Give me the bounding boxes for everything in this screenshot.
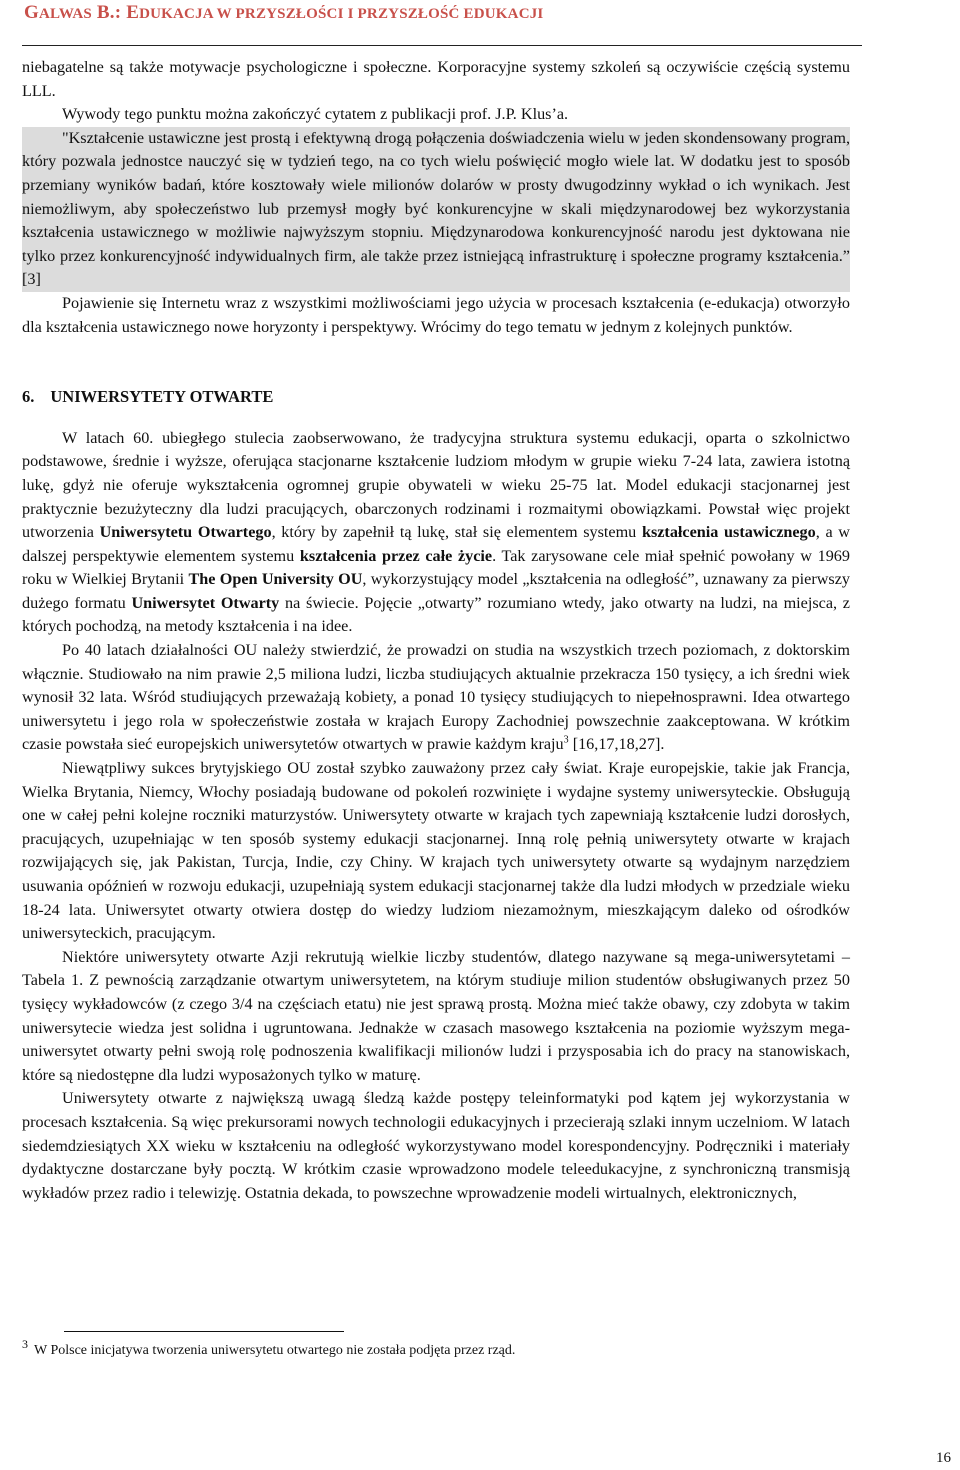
section-heading [22, 385, 850, 409]
header-author-initial: G [24, 2, 39, 23]
page-number: 16 [936, 1450, 951, 1466]
footnote-rule [64, 1331, 344, 1332]
text-run: Po 40 latach działalności OU należy stwierdzić, że prowadzi on studia na wszystkich trzech poziomach, z doktorskim włącznie. Studiowało na nim prawie 2,5 miliona ludzi, liczba studiujących aktualnie przekracza 150 tysięcy, a ich średni wiek wynosił 32 lata. Wśród studiujących przeważają kobiety, a ponad 10 tysięcy studiujących to niepełnosprawni. Idea otwartego uniwersytetu i jego rola w społeczeństwie została w krajach Europy Zachodniej powszechnie zaakceptowana. W krótkim czasie powstała sieć europejskich uniwersytetów otwartych w prawie każdym kraju [22, 641, 850, 754]
bold-run: kształcenia przez całe życie [299, 546, 493, 565]
paragraph-1: niebagatelne są także motywacje psychologiczne i społeczne. Korporacyjne systemy szkoleń są oczywiście częścią systemu LLL. [22, 58, 850, 100]
body-paragraph-1 [22, 427, 850, 639]
page-content [22, 56, 850, 1205]
bold-run: The Open University OU [188, 570, 363, 589]
body-paragraph-5: Uniwersytety otwarte z największą uwagą śledzą każde postępy teleinformatyki pod kątem jej wykorzystania w procesach kształcenia. Są więc prekursorami nowych technologii edukacyjnych i przecierają szlaki innym uczelniom. W latach siedemdziesiątych XX wieku w kształceniu na odległość wykorzystywano model korespondencyjny. Podręczniki i materiały dydaktyczne dostarczane były pocztą. W krótkim czasie wprowadzono modele teleedukacyjne, z synchroniczną transmisją wykładów przez radio i telewizję. Ostatnia dekada, to powszechne wprowadzenie modeli wirtualnych, elektronicznych, [22, 1089, 850, 1202]
text-run: , wykorzystujący model „kształcenia na odległość”, uznawany za pierwszy dużego formatu [22, 570, 850, 612]
footnote [22, 1337, 850, 1360]
bold-run: kształcenia ustawicznego [641, 523, 816, 542]
footnote-ref[interactable]: 3 [563, 735, 569, 747]
section-title: UNIWERSYTETY OTWARTE [50, 387, 274, 407]
section-number: 6. [22, 387, 35, 407]
header-rule [22, 45, 862, 46]
text-run: , który by zapełnił tą lukę, stał się elementem systemu [271, 523, 642, 542]
bold-run: Uniwersytetu Otwartego [99, 523, 272, 542]
bold-run: Uniwersytet Otwarty [131, 593, 280, 612]
body-paragraph-3: Niewątpliwy sukces brytyjskiego OU został szybko zauważony przez cały świat. Kraje europejskie, takie jak Francja, Wielka Brytania, Niemcy, Włochy posiadają budowane od pokoleń rozwinięte i wydajne systemy uniwersyteckie. Obsługują one w całej pełni kolejne roczniki maturzystów. Uniwersytety otwarte w krajach tych zapewniają kształcenie ludzi dorosłych, pracujących, uzupełniając w ten sposób systemy edukacji stacjonarnej. Inną rolę pełnią uniwersytety otwarte w krajach rozwijających się, jak Pakistan, Turcja, Indie, czy Chiny. W krajach tych uniwersytety otwarte są wydajnym narzędziem usuwania opóźnień w rozwoju edukacji, uzupełniają system edukacji stacjonarnej także dla ludzi młodych w przedziale wieku 18-24 lata. Uniwersytet otwarty otwiera dostęp do wiedzy ludziom niezamożnym, mieszkającym daleko od ośrodków uniwersyteckich, pracującym. [22, 759, 850, 943]
header-author-rest: ALWAS [38, 6, 92, 22]
text-run: , a w dalszej perspektywie elementem systemu [22, 523, 850, 565]
footnote-marker: 3 [22, 1337, 28, 1351]
text-run: W latach 60. ubiegłego stulecia zaobserwowano, że tradycyjna struktura systemu edukacji, oparta o szkolnictwo podstawowe, średnie i wyższe, oferująca stacjonarne kształcenie ludziom młodym w grupie wieku 7-24 lata, zawiera istotną lukę, gdyż nie oferuje wykształcenia ogromnej grupie obywateli w wieku 25-75 lat. Model edukacji stacjonarnej jest praktycznie bezużyteczny dla ludzi pracujących, obarczonych rodzinami i rozmaitymi obowiązkami. Powstał więc projekt utworzenia [22, 428, 850, 542]
header-title-rest: DUKACJA W PRZYSZŁOŚCI I PRZYSZŁOŚĆ EDUKACJI [139, 6, 544, 22]
paragraph-2: Wywody tego punktu można zakończyć cytatem z publikacji prof. J.P. Klus’a. [62, 105, 569, 124]
header-author-b: B.: [91, 2, 127, 23]
running-header [24, 2, 884, 24]
text-run: na świecie. Pojęcie „otwarty” rozumiano wtedy, jako otwarty na ludzi, na miejsca, z których pochodzą, na metody kształcenia i na idee. [22, 593, 850, 636]
footnote-text: W Polsce inicjatywa tworzenia uniwersytetu otwartego nie została podjęta przez rząd. [34, 1343, 516, 1358]
body-paragraph-2 [22, 639, 850, 757]
text-run: . Tak zarysowane cele miał spełnić powołany w 1969 roku w Wielkiej Brytanii [22, 546, 850, 589]
quote-paragraph: "Kształcenie ustawiczne jest prostą i efektywną drogą połączenia doświadczenia wielu w jeden skondensowany program, który pozwala jednostce nauczyć się w tydzień tego, na co tych wielu poświęcić mogło wiele lat. W dodatku jest to sposób przemiany wyników badań, które kosztowały wiele milionów dolarów w prosty dwugodzinny wykład o ich wynikach. Jest niemożliwym, aby społeczeństwo lub przemysł mogły być konkurencyjne w skali międzynarodowej bez wykorzystania kształcenia ustawicznego w możliwie najwyższym stopniu. Międzynarodowa konkurencyjność narodu jest dyktowana nie tylko przez konkurencyjność indywidualnych firm, ale także przez istniejącą infrastrukturę i społeczne programy kształcenia.” [3] [22, 127, 850, 292]
body-paragraph-4: Niektóre uniwersytety otwarte Azji rekrutują wielkie liczby studentów, dlatego nazywane są mega-uniwersytetami – Tabela 1. Z pewnością zarządzanie otwartym uniwersytetem, na którym studiuje milion studentów obsługiwanych przez 50 tysięcy wykładowców (z czego 3/4 na częściach etatu) nie jest sprawą prostą. Można mieć także obawy, czy zdobyta w takim uniwersytecie wiedza jest solidna i ugruntowana. Jednakże w czasach masowego kształcenia na poziomie wyższym mega-uniwersytet otwarty pełni swoją rolę podnoszenia kwalifikacji milionów ludzi i przysposabia ich do pracy na stanowiskach, które są niedostępne dla ludzi wyposażonych tylko w maturę. [22, 947, 850, 1084]
header-title-cap: E [126, 2, 140, 23]
paragraph-4: Pojawienie się Internetu wraz z wszystkimi możliwościami jego użycia w procesach kształcenia (e-edukacja) otworzyło dla kształcenia ustawicznego nowe horyzonty i perspektywy. Wrócimy do tego tematu w jednym z kolejnych punktów. [22, 293, 850, 336]
text-run: [16,17,18,27]. [568, 735, 665, 754]
